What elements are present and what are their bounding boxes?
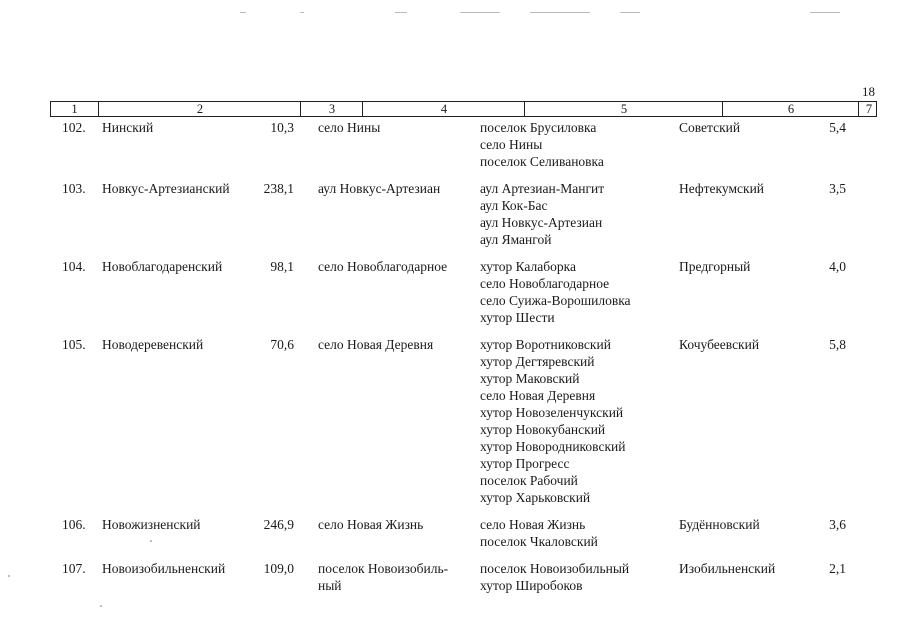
settlement-list [480, 258, 631, 326]
settlement: аул Ямангой [480, 232, 552, 247]
admin-center-line: село Новая Жизнь [318, 517, 424, 532]
district-name: Кочубеевский [679, 337, 760, 352]
row-number: 104. [62, 259, 86, 274]
settlement: хутор Калаборка [480, 259, 576, 274]
header-col-2: 2 [98, 102, 301, 116]
settlement: поселок Рабочий [480, 473, 578, 488]
settlement: село Новоблагодарное [480, 276, 610, 291]
settlement-list [480, 516, 598, 550]
area-value: 109,0 [263, 561, 294, 576]
municipality-name: Новодеревенский [102, 337, 204, 352]
admin-center-line: село Нины [318, 120, 381, 135]
district-name: Предгорный [679, 259, 751, 274]
density-value: 5,8 [829, 337, 846, 352]
settlement-list [480, 180, 604, 248]
settlement: аул Новкус-Артезиан [480, 215, 603, 230]
header-col-4: 4 [362, 102, 525, 116]
scan-speck [100, 605, 102, 607]
area-value: 70,6 [270, 337, 294, 352]
admin-center-line: село Новая Деревня [318, 337, 434, 352]
settlement: аул Кок-Бас [480, 198, 548, 213]
scan-artifact [300, 12, 304, 13]
settlement: поселок Брусиловка [480, 120, 597, 135]
municipality-name: Новожизненский [102, 517, 201, 532]
header-col-7: 7 [858, 102, 879, 116]
admin-center-line: ный [318, 578, 342, 593]
row-number: 103. [62, 181, 86, 196]
header-col-5: 5 [524, 102, 723, 116]
area-value: 246,9 [263, 517, 294, 532]
admin-center [318, 258, 447, 275]
scan-artifact [460, 12, 500, 13]
row-number: 106. [62, 517, 86, 532]
density-value: 5,4 [829, 120, 846, 135]
scan-artifact [810, 12, 840, 13]
admin-center [318, 119, 380, 136]
settlement: село Нины [480, 137, 543, 152]
municipality-name: Новоизобильненский [102, 561, 226, 576]
settlement: поселок Новоизобильный [480, 561, 630, 576]
density-value: 3,6 [829, 517, 846, 532]
settlement: хутор Воротниковский [480, 337, 611, 352]
settlement: село Суижа-Ворошиловка [480, 293, 631, 308]
municipality-name: Новоблагодаренский [102, 259, 223, 274]
table-header [50, 101, 877, 117]
settlement: хутор Дегтяревский [480, 354, 595, 369]
density-value: 2,1 [829, 561, 846, 576]
row-number: 107. [62, 561, 86, 576]
scan-artifact [620, 12, 640, 13]
settlement: хутор Маковский [480, 371, 580, 386]
municipality-name: Нинский [102, 120, 154, 135]
scan-speck [8, 575, 10, 577]
settlement: аул Артезиан-Мангит [480, 181, 605, 196]
district-name: Советский [679, 120, 741, 135]
area-value: 10,3 [270, 120, 294, 135]
settlement: хутор Прогресс [480, 456, 570, 471]
area-value: 238,1 [263, 181, 294, 196]
admin-center-line: аул Новкус-Артезиан [318, 181, 441, 196]
density-value: 4,0 [829, 259, 846, 274]
settlement-list [480, 560, 629, 594]
density-value: 3,5 [829, 181, 846, 196]
settlement: село Новая Деревня [480, 388, 596, 403]
settlement: хутор Широбоков [480, 578, 583, 593]
header-col-6: 6 [722, 102, 859, 116]
municipality-name: Новкус-Артезианский [102, 181, 230, 196]
header-col-3: 3 [300, 102, 363, 116]
admin-center [318, 336, 433, 353]
district-name: Изобильненский [679, 561, 776, 576]
admin-center-line: село Новоблагодарное [318, 259, 448, 274]
admin-center [318, 180, 440, 197]
admin-center [318, 516, 423, 533]
settlement: хутор Харьковский [480, 490, 591, 505]
row-number: 105. [62, 337, 86, 352]
admin-center [318, 560, 448, 594]
settlement: хутор Новокубанский [480, 422, 606, 437]
settlement-list [480, 336, 625, 506]
area-value: 98,1 [270, 259, 294, 274]
district-name: Нефтекумский [679, 181, 765, 196]
settlement: хутор Новозеленчукский [480, 405, 624, 420]
admin-center-line: поселок Новоизобиль- [318, 561, 449, 576]
scan-artifact [530, 12, 590, 13]
page-number: 18 [862, 84, 875, 99]
header-col-1: 1 [71, 102, 78, 116]
settlement: хутор Новородниковский [480, 439, 626, 454]
settlement: поселок Селивановка [480, 154, 604, 169]
settlement: хутор Шести [480, 310, 555, 325]
scan-speck [150, 540, 152, 542]
scan-artifact [240, 12, 246, 13]
scan-artifact [395, 12, 407, 13]
settlement-list [480, 119, 604, 170]
row-number: 102. [62, 120, 86, 135]
settlement: поселок Чкаловский [480, 534, 598, 549]
district-name: Будённовский [679, 517, 760, 532]
settlement: село Новая Жизнь [480, 517, 586, 532]
